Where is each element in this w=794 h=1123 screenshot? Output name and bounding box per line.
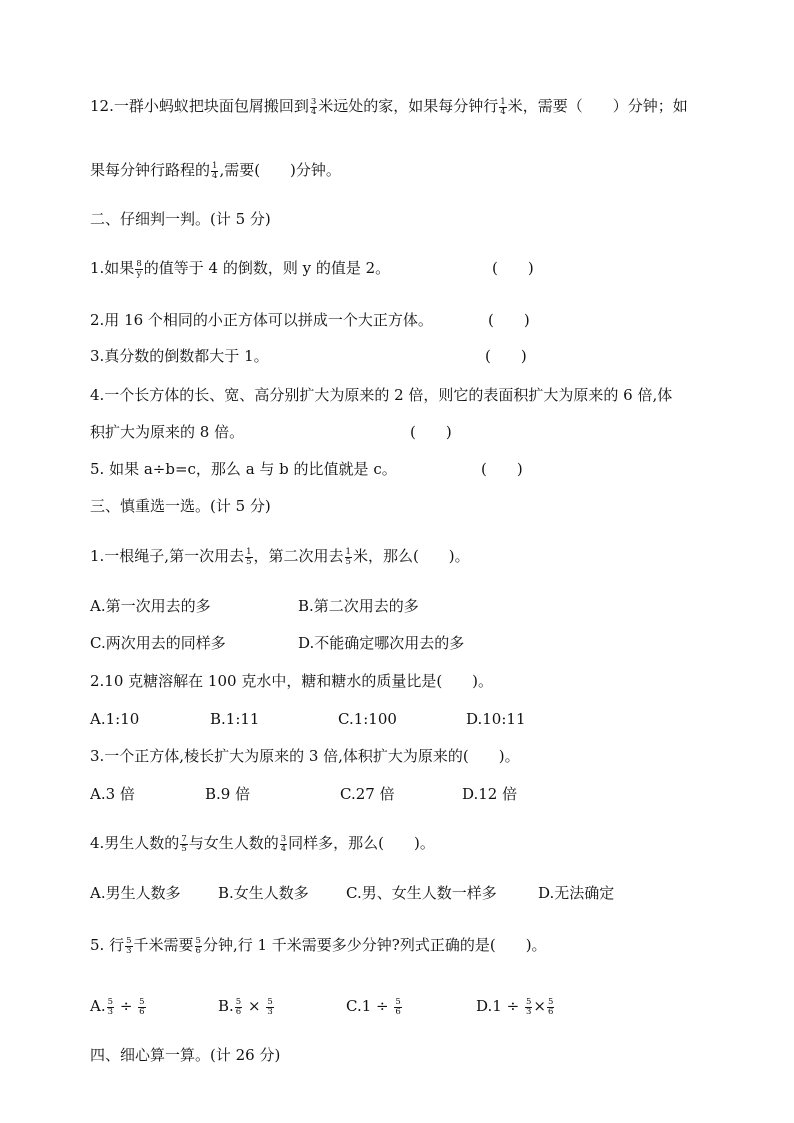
q12-line-2: 果每分钟行路程的 $\frac{1}{4}$ ,需要( )分钟。	[90, 160, 341, 181]
option-c[interactable]: C.两次用去的同样多	[90, 634, 226, 652]
option-a[interactable]: A.1:10	[90, 710, 140, 728]
option-c[interactable]: C.1:100	[338, 710, 397, 728]
section4-title: 四、细心算一算。(计 26 分)	[90, 1046, 281, 1064]
fraction: $\frac{5}{6}$	[235, 996, 242, 1017]
option-a[interactable]: A.第一次用去的多	[90, 597, 211, 615]
answer-paren[interactable]: ( )	[485, 347, 527, 365]
answer-paren[interactable]: ( )	[488, 311, 530, 329]
fraction: $\frac{5}{6}$	[547, 996, 554, 1017]
option-d[interactable]: D.1 ÷ $\frac{5}{3}$ × $\frac{5}{6}$	[476, 996, 554, 1017]
fraction: $\frac{1}{4}$	[500, 96, 506, 117]
option-c[interactable]: C.27 倍	[340, 785, 395, 803]
option-b[interactable]: B.1:11	[210, 710, 260, 728]
fraction: $\frac{5}{6}$	[139, 996, 145, 1017]
option-d[interactable]: D.无法确定	[538, 884, 615, 902]
option-c[interactable]: C.1 ÷ $\frac{5}{6}$	[346, 996, 401, 1017]
section3-q3: 3.一个正方体,棱长扩大为原来的 3 倍,体积扩大为原来的( )。	[90, 747, 520, 765]
option-b[interactable]: B.9 倍	[205, 785, 251, 803]
section3-title: 三、慎重选一选。(计 5 分)	[90, 497, 271, 515]
fraction: $\frac{5}{3}$	[126, 935, 132, 956]
fraction: $\frac{7}{5}$	[181, 833, 187, 854]
fraction: $\frac{5}{3}$	[525, 996, 532, 1017]
answer-paren[interactable]: ( )	[492, 259, 534, 277]
fraction: $\frac{3}{4}$	[310, 96, 317, 117]
section3-q5: 5. 行 $\frac{5}{3}$ 千米需要 $\frac{5}{6}$ 分钟,行 1 千米需要多少分钟?列式正确的是( )。	[90, 935, 547, 956]
section3-q1: 1.一根绳子,第一次用去 $\frac{1}{5}$ ，第二次用去 $\frac{1}{5}$ 米，那么( )。	[90, 546, 470, 567]
fraction: $\frac{5}{3}$	[267, 996, 273, 1017]
option-c[interactable]: C.男、女生人数一样多	[346, 884, 497, 902]
option-a[interactable]: A.3 倍	[90, 785, 135, 803]
option-b[interactable]: B.第二次用去的多	[298, 597, 419, 615]
fraction: $\frac{5}{3}$	[107, 996, 114, 1017]
section2-q4-line-1: 4.一个长方体的长、宽、高分别扩大为原来的 2 倍，则它的表面积扩大为原来的 6 倍,体	[90, 386, 673, 404]
option-b[interactable]: B. $\frac{5}{6}$ × $\frac{5}{3}$	[218, 996, 273, 1017]
option-d[interactable]: D.不能确定哪次用去的多	[298, 634, 465, 652]
section2-q2: 2.用 16 个相同的小正方体可以拼成一个大正方体。	[90, 311, 433, 329]
section3-q4: 4.男生人数的 $\frac{7}{5}$ 与女生人数的 $\frac{3}{4}$ 同样多，那么( )。	[90, 833, 435, 854]
option-a[interactable]: A.男生人数多	[90, 884, 181, 902]
fraction: $\frac{8}{y}$	[136, 258, 142, 279]
section3-q2: 2.10 克糖溶解在 100 克水中，糖和糖水的质量比是( )。	[90, 672, 494, 690]
option-a[interactable]: A. $\frac{5}{3}$ ÷ $\frac{5}{6}$	[90, 996, 145, 1017]
option-b[interactable]: B.女生人数多	[218, 884, 309, 902]
fraction: $\frac{1}{4}$	[212, 160, 218, 181]
option-d[interactable]: D.10:11	[466, 710, 526, 728]
section2-q1: 1.如果 $\frac{8}{y}$ 的值等于 4 的倒数，则 y 的值是 2。	[90, 258, 391, 279]
fraction: $\frac{3}{4}$	[280, 833, 287, 854]
section2-q4-line-2: 积扩大为原来的 8 倍。	[90, 423, 245, 441]
fraction: $\frac{5}{6}$	[395, 996, 401, 1017]
section2-q5: 5. 如果 a÷b=c，那么 a 与 b 的比值就是 c。	[90, 460, 397, 478]
answer-paren[interactable]: ( )	[410, 423, 452, 441]
fraction: $\frac{1}{5}$	[246, 546, 252, 567]
option-d[interactable]: D.12 倍	[462, 785, 518, 803]
q12-line-1: 12.一群小蚂蚁把块面包屑搬回到 $\frac{3}{4}$ 米远处的家，如果每分钟行 $\frac{1}{4}$ 米，需要（ ）分钟；如	[90, 96, 688, 117]
fraction: $\frac{5}{6}$	[195, 935, 201, 956]
section2-q3: 3.真分数的倒数都大于 1。	[90, 347, 269, 365]
section2-title: 二、仔细判一判。(计 5 分)	[90, 210, 271, 228]
answer-paren[interactable]: ( )	[481, 460, 523, 478]
fraction: $\frac{1}{5}$	[345, 546, 351, 567]
